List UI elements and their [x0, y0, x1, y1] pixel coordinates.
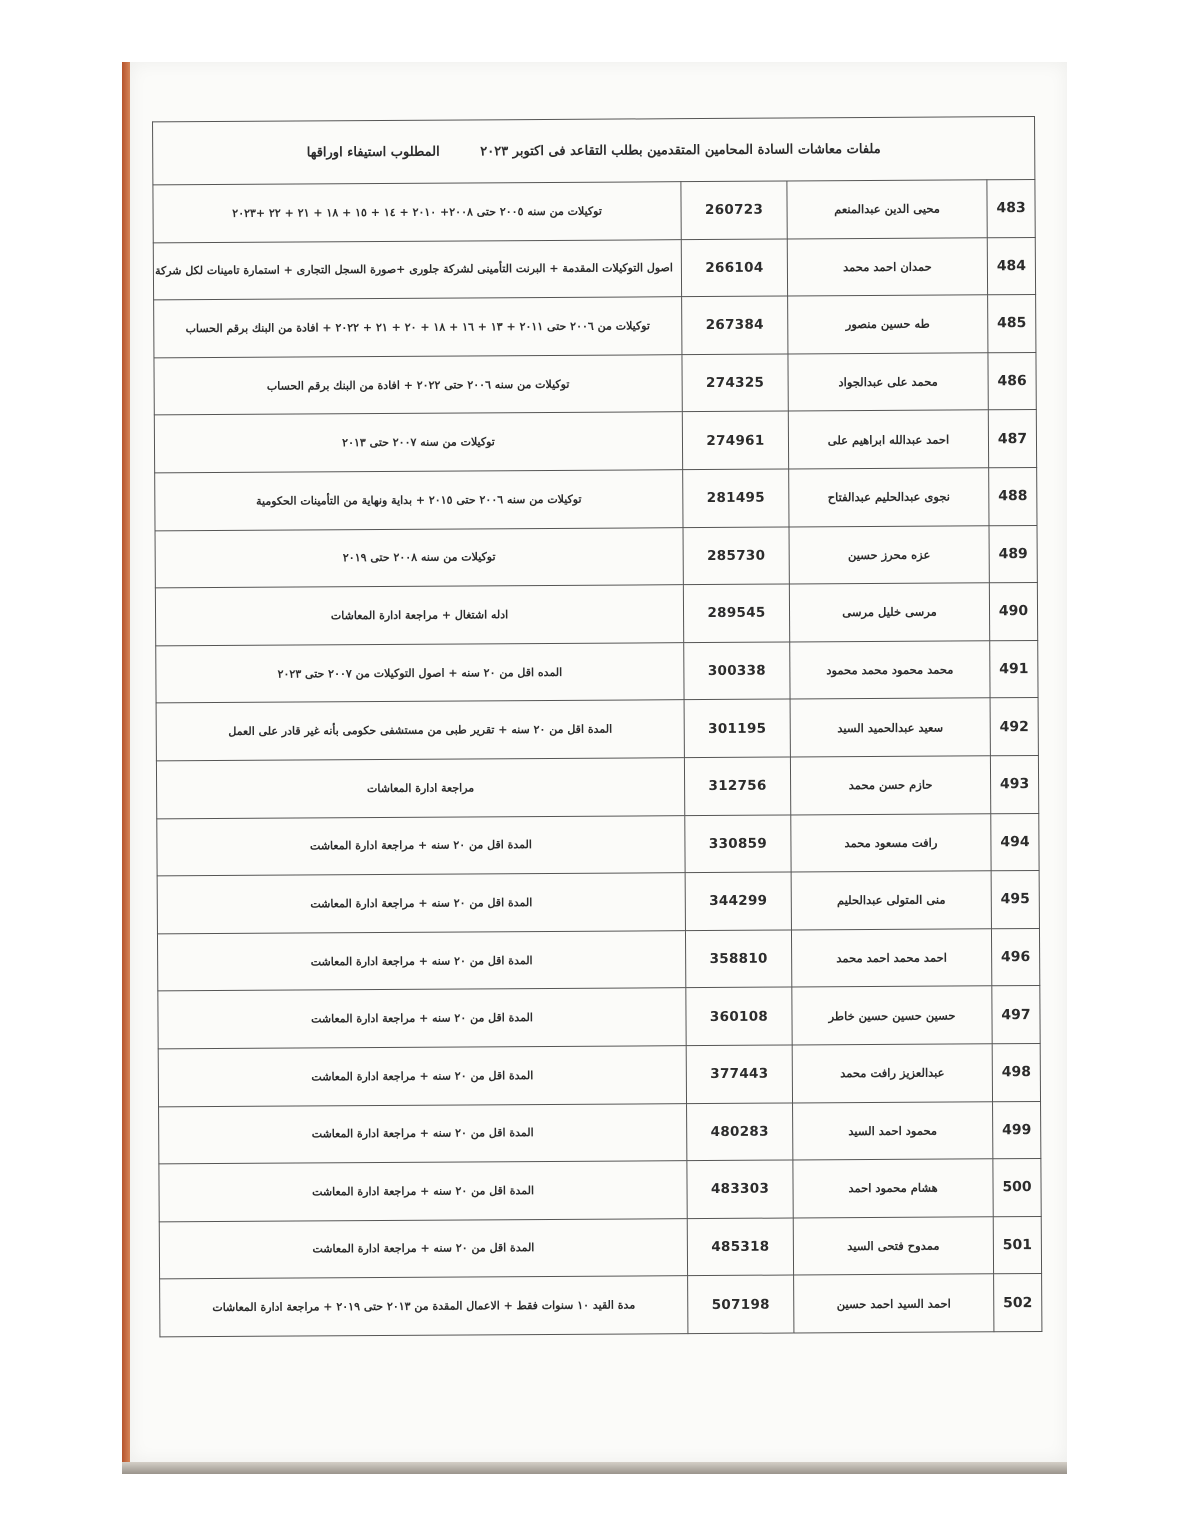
lawyer-name-cell: هشام محمود احمد: [793, 1159, 993, 1218]
registration-id-cell: 507198: [688, 1275, 794, 1333]
registration-id-cell: 267384: [682, 296, 788, 354]
required-documents-cell: المدة اقل من ٢٠ سنه + مراجعة ادارة المعاشت: [157, 873, 685, 934]
required-documents-cell: المدة اقل من ٢٠ سنه + مراجعة ادارة المعاشت: [157, 815, 685, 876]
table-row: [160, 1274, 1042, 1337]
table-row: [154, 295, 1036, 358]
registration-id-cell: 344299: [685, 872, 791, 930]
row-number-cell: 500: [993, 1159, 1041, 1217]
lawyer-name-cell: محيى الدين عبدالمنعم: [787, 180, 987, 239]
registration-id-cell: 266104: [681, 239, 787, 297]
row-number-cell: 483: [987, 180, 1035, 238]
lawyer-name-cell: عزه محرز حسين: [789, 525, 989, 584]
row-number-cell: 492: [990, 698, 1038, 756]
table-row: [158, 1043, 1040, 1106]
required-documents-cell: مدة القيد ١٠ سنوات فقط + الاعمال المقدة من ٢٠١٣ حتى ٢٠١٩ + مراجعة ادارة المعاشات: [160, 1276, 688, 1337]
lawyer-name-cell: ممدوح فتحى السيد: [793, 1216, 993, 1275]
row-number-cell: 493: [990, 755, 1038, 813]
registration-id-cell: 274961: [682, 411, 788, 469]
required-documents-cell: توكيلات من سنه ٢٠٠٧ حتى ٢٠١٣: [154, 412, 682, 473]
table-row: [157, 813, 1039, 876]
lawyer-name-cell: نجوى عبدالحليم عبدالفتاح: [789, 468, 989, 527]
row-number-cell: 495: [991, 871, 1039, 929]
table-row: [158, 986, 1040, 1049]
row-number-cell: 486: [988, 352, 1036, 410]
table-row: [155, 583, 1037, 646]
pension-files-table: [152, 116, 1042, 1337]
required-documents-cell: توكيلات من سنه ٢٠٠٦ حتى ٢٠١٥ + بداية ونهاية من التأمينات الحكومية: [155, 470, 683, 531]
lawyer-name-cell: احمد محمد احمد محمد: [791, 928, 991, 987]
lawyer-name-cell: محمد محمود محمد محمود: [790, 641, 990, 700]
table-title-row: [153, 117, 1035, 185]
lawyer-name-cell: حسين حسين حسين خاطر: [792, 986, 992, 1045]
required-documents-cell: توكيلات من سنه ٢٠٠٥ حتى ٢٠٠٨+ ٢٠١٠ + ١٤ + ١٥ + ١٨ + ٢١ + ٢٢ +٢٠٢٣: [153, 182, 681, 243]
lawyer-name-cell: رافت مسعود محمد: [791, 813, 991, 872]
document-subtitle: المطلوب استيفاء اوراقها: [306, 144, 440, 160]
required-documents-cell: توكيلات من ٢٠٠٦ حتى ٢٠١١ + ١٣ + ١٦ + ١٨ + ٢٠ + ٢١ + ٢٠٢٢ + افادة من البنك برقم الحساب: [154, 297, 682, 358]
row-number-cell: 497: [992, 986, 1040, 1044]
table-row: [159, 1101, 1041, 1164]
lawyer-name-cell: حازم حسن محمد: [790, 756, 990, 815]
lawyer-name-cell: عبدالعزيز رافت محمد: [792, 1044, 992, 1103]
row-number-cell: 489: [989, 525, 1037, 583]
required-documents-cell: المدة اقل من ٢٠ سنه + تقرير طبى من مستشفى حكومى بأنه غير قادر على العمل: [156, 700, 684, 761]
required-documents-cell: المدة اقل من ٢٠ سنه + مراجعة ادارة المعاشت: [158, 988, 686, 1049]
row-number-cell: 488: [989, 467, 1037, 525]
lawyer-name-cell: حمدان احمد محمد: [787, 237, 987, 296]
table-title-cell: [153, 117, 1035, 185]
required-documents-cell: المدة اقل من ٢٠ سنه + مراجعة ادارة المعاشت: [159, 1103, 687, 1164]
lawyer-name-cell: احمد السيد احمد حسين: [794, 1274, 994, 1333]
registration-id-cell: 285730: [683, 527, 789, 585]
row-number-cell: 501: [993, 1216, 1041, 1274]
row-number-cell: 494: [991, 813, 1039, 871]
required-documents-cell: مراجعة ادارة المعاشات: [156, 758, 684, 819]
lawyer-name-cell: سعيد عبدالحميد السيد: [790, 698, 990, 757]
table-row: [153, 180, 1035, 243]
lawyer-name-cell: منى المتولى عبدالحليم: [791, 871, 991, 930]
row-number-cell: 496: [991, 928, 1039, 986]
table-row: [156, 698, 1038, 761]
registration-id-cell: 360108: [686, 987, 792, 1045]
registration-id-cell: 485318: [687, 1218, 793, 1276]
required-documents-cell: المدة اقل من ٢٠ سنه + مراجعة ادارة المعاشت: [159, 1161, 687, 1222]
row-number-cell: 491: [990, 640, 1038, 698]
table-row: [154, 352, 1036, 415]
required-documents-cell: اصول التوكيلات المقدمة + البرنت التأمينى لشركة جلورى +صورة السجل التجارى + استمارة تامينات لكل شركة: [153, 239, 681, 300]
table-row: [155, 525, 1037, 588]
registration-id-cell: 289545: [683, 584, 789, 642]
registration-id-cell: 480283: [687, 1102, 793, 1160]
row-number-cell: 490: [989, 583, 1037, 641]
registration-id-cell: 312756: [684, 757, 790, 815]
required-documents-cell: المدة اقل من ٢٠ سنه + مراجعة ادارة المعاشت: [158, 1046, 686, 1107]
lawyer-name-cell: طه حسين منصور: [788, 295, 988, 354]
table-row: [156, 640, 1038, 703]
desk-edge-bottom: [122, 1462, 1067, 1474]
table-row: [156, 755, 1038, 818]
registration-id-cell: 358810: [685, 930, 791, 988]
row-number-cell: 499: [993, 1101, 1041, 1159]
table-row: [155, 467, 1037, 530]
row-number-cell: 484: [987, 237, 1035, 295]
row-number-cell: 498: [992, 1043, 1040, 1101]
required-documents-cell: المده اقل من ٢٠ سنه + اصول التوكيلات من ٢٠٠٧ حتى ٢٠٢٣: [156, 642, 684, 703]
table-row: [159, 1159, 1041, 1222]
registration-id-cell: 260723: [681, 181, 787, 239]
required-documents-cell: توكيلات من سنه ٢٠٠٦ حتى ٢٠٢٢ + افادة من البنك برقم الحساب: [154, 354, 682, 415]
required-documents-cell: المدة اقل من ٢٠ سنه + مراجعة ادارة المعاشت: [157, 930, 685, 991]
table-row: [154, 410, 1036, 473]
table-row: [153, 237, 1035, 300]
registration-id-cell: 300338: [684, 642, 790, 700]
document-title: ملفات معاشات السادة المحامين المتقدمين بطلب التقاعد فى اكتوبر ٢٠٢٣: [480, 141, 881, 159]
row-number-cell: 487: [988, 410, 1036, 468]
lawyer-name-cell: محمود احمد السيد: [793, 1101, 993, 1160]
lawyer-name-cell: مرسى خليل مرسى: [789, 583, 989, 642]
required-documents-cell: توكيلات من سنه ٢٠٠٨ حتى ٢٠١٩: [155, 527, 683, 588]
required-documents-cell: ادله اشتغال + مراجعة ادارة المعاشات: [155, 585, 683, 646]
registration-id-cell: 281495: [683, 469, 789, 527]
registration-id-cell: 330859: [685, 815, 791, 873]
required-documents-cell: المدة اقل من ٢٠ سنه + مراجعة ادارة المعاشت: [159, 1218, 687, 1279]
lawyer-name-cell: احمد عبدالله ابراهيم على: [788, 410, 988, 469]
lawyer-name-cell: محمد على عبدالجواد: [788, 353, 988, 412]
registration-id-cell: 377443: [686, 1045, 792, 1103]
table-row: [159, 1216, 1041, 1279]
row-number-cell: 485: [988, 295, 1036, 353]
table-row: [157, 928, 1039, 991]
table-row: [157, 871, 1039, 934]
registration-id-cell: 483303: [687, 1160, 793, 1218]
registration-id-cell: 301195: [684, 699, 790, 757]
registration-id-cell: 274325: [682, 354, 788, 412]
row-number-cell: 502: [994, 1274, 1042, 1332]
